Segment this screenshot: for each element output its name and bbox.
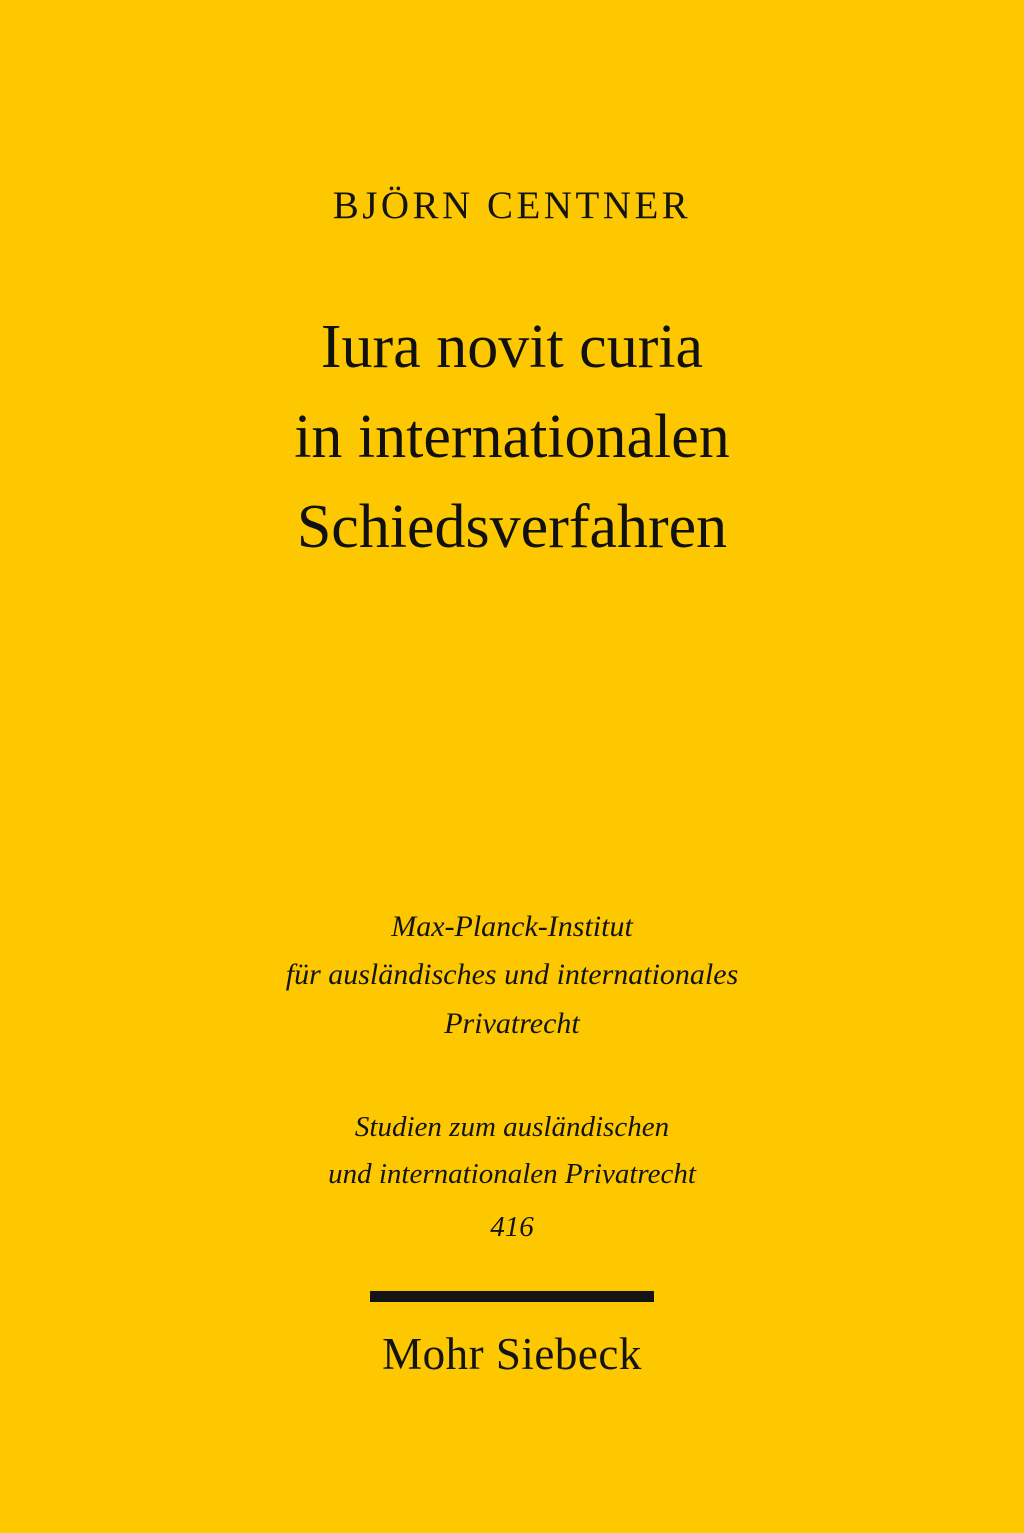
title-line-2: in internationalen bbox=[294, 402, 730, 471]
author-name: BJÖRN CENTNER bbox=[332, 184, 692, 227]
series-line-2: und internationalen Privatrecht bbox=[328, 1158, 696, 1191]
series-line-1: Studien zum ausländischen bbox=[354, 1111, 670, 1144]
publisher-name: Mohr Siebeck bbox=[382, 1329, 642, 1380]
institute-line-2: für ausländisches und internationales bbox=[285, 958, 739, 992]
institute-line-3: Privatrecht bbox=[444, 1006, 580, 1040]
title-line-1: Iura novit curia bbox=[320, 313, 704, 381]
title-line-3: Schiedsverfahren bbox=[296, 492, 728, 561]
divider-rule bbox=[370, 1291, 654, 1302]
institute-line-1: Max-Planck-Institut bbox=[391, 909, 633, 943]
series-block bbox=[132, 1104, 892, 1251]
book-title bbox=[152, 303, 872, 573]
institute-block bbox=[132, 903, 892, 1049]
series-number: 416 bbox=[490, 1211, 534, 1244]
